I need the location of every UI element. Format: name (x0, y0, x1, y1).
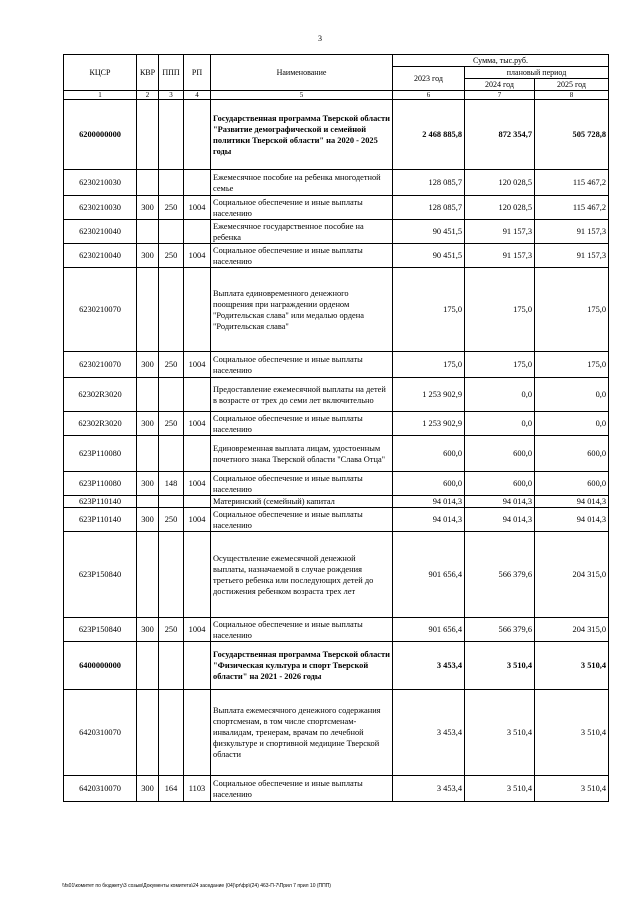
amount-2025-cell: 600,0 (535, 472, 609, 496)
name-cell: Материнский (семейный) капитал (211, 496, 393, 508)
kvr-cell: 300 (137, 352, 159, 378)
kvr-cell (137, 220, 159, 244)
kvr-cell: 300 (137, 412, 159, 436)
amount-2023-cell: 175,0 (393, 352, 465, 378)
amount-2025-cell: 3 510,4 (535, 642, 609, 690)
name-cell: Социальное обеспечение и иные выплаты населению (211, 618, 393, 642)
kcsr-cell: 62302R3020 (64, 378, 137, 412)
ppp-cell: 250 (159, 618, 184, 642)
table-row (64, 472, 609, 496)
name-cell: Ежемесячное государственное пособие на ребенка (211, 220, 393, 244)
rp-cell (184, 268, 211, 352)
amount-2025-cell: 0,0 (535, 412, 609, 436)
table-row (64, 642, 609, 690)
table-row (64, 436, 609, 472)
kvr-cell: 300 (137, 244, 159, 268)
amount-2023-cell: 1 253 902,9 (393, 378, 465, 412)
amount-2025-cell: 0,0 (535, 378, 609, 412)
amount-2023-cell: 901 656,4 (393, 532, 465, 618)
header-sum: Сумма, тыс.руб. (393, 55, 609, 67)
rp-cell (184, 690, 211, 776)
rp-cell (184, 100, 211, 170)
amount-2025-cell: 94 014,3 (535, 508, 609, 532)
amount-2024-cell: 120 028,5 (465, 170, 535, 196)
kcsr-cell: 623P110140 (64, 508, 137, 532)
table-row (64, 776, 609, 802)
amount-2023-cell: 94 014,3 (393, 508, 465, 532)
rp-cell: 1004 (184, 412, 211, 436)
ppp-cell (159, 532, 184, 618)
kvr-cell (137, 642, 159, 690)
file-path-footer: \\fs01\комитет по бюджету\3 созыв\Документы комитета\24 заседание (04)\pr\фр\(24) 463-П-7\Прил 7 прил 10 (ППП) (62, 883, 331, 889)
amount-2025-cell: 600,0 (535, 436, 609, 472)
name-cell: Социальное обеспечение и иные выплаты населению (211, 412, 393, 436)
kcsr-cell: 6230210040 (64, 244, 137, 268)
header-year-2025: 2025 год (535, 79, 609, 91)
kvr-cell (137, 170, 159, 196)
ppp-cell: 250 (159, 196, 184, 220)
amount-2025-cell: 115 467,2 (535, 196, 609, 220)
table-row (64, 170, 609, 196)
kcsr-cell: 6200000000 (64, 100, 137, 170)
amount-2024-cell: 566 379,6 (465, 618, 535, 642)
column-index: 5 (211, 91, 393, 100)
name-cell: Единовременная выплата лицам, удостоенным почетного знака Тверской области "Слава Отца" (211, 436, 393, 472)
amount-2024-cell: 94 014,3 (465, 496, 535, 508)
amount-2024-cell: 566 379,6 (465, 532, 535, 618)
table-row (64, 244, 609, 268)
amount-2023-cell: 128 085,7 (393, 170, 465, 196)
rp-cell (184, 170, 211, 196)
amount-2023-cell: 2 468 885,8 (393, 100, 465, 170)
column-index: 7 (465, 91, 535, 100)
kvr-cell: 300 (137, 472, 159, 496)
table-row (64, 352, 609, 378)
amount-2025-cell: 505 728,8 (535, 100, 609, 170)
kcsr-cell: 623P110080 (64, 436, 137, 472)
rp-cell: 1004 (184, 244, 211, 268)
ppp-cell (159, 378, 184, 412)
ppp-cell (159, 268, 184, 352)
amount-2025-cell: 204 315,0 (535, 618, 609, 642)
table-row (64, 220, 609, 244)
table-row (64, 618, 609, 642)
kvr-cell: 300 (137, 618, 159, 642)
rp-cell: 1004 (184, 196, 211, 220)
ppp-cell: 164 (159, 776, 184, 802)
header-name: Наименование (211, 55, 393, 91)
amount-2024-cell: 600,0 (465, 436, 535, 472)
table-row (64, 196, 609, 220)
kcsr-cell: 623P110140 (64, 496, 137, 508)
kvr-cell (137, 436, 159, 472)
ppp-cell (159, 100, 184, 170)
amount-2023-cell: 94 014,3 (393, 496, 465, 508)
rp-cell (184, 436, 211, 472)
name-cell: Осуществление ежемесячной денежной выплаты, назначаемой в случае рождения третьего ребенка или последующих детей до достижения ребенком возраста трех лет (211, 532, 393, 618)
header-kvr: КВР (137, 55, 159, 91)
ppp-cell (159, 496, 184, 508)
column-index: 3 (159, 91, 184, 100)
header-year-2023: 2023 год (393, 67, 465, 91)
ppp-cell (159, 436, 184, 472)
amount-2023-cell: 90 451,5 (393, 244, 465, 268)
table-row (64, 412, 609, 436)
amount-2023-cell: 175,0 (393, 268, 465, 352)
amount-2024-cell: 3 510,4 (465, 690, 535, 776)
table-row (64, 690, 609, 776)
column-index-row (64, 91, 609, 100)
kvr-cell (137, 690, 159, 776)
ppp-cell (159, 220, 184, 244)
name-cell: Государственная программа Тверской области "Развитие демографической и семейной политики Тверской области" на 2020 - 2025 годы (211, 100, 393, 170)
name-cell: Социальное обеспечение и иные выплаты населению (211, 508, 393, 532)
amount-2023-cell: 3 453,4 (393, 776, 465, 802)
page-number: 3 (318, 34, 322, 43)
kcsr-cell: 6230210030 (64, 196, 137, 220)
kvr-cell: 300 (137, 196, 159, 220)
kcsr-cell: 62302R3020 (64, 412, 137, 436)
amount-2025-cell: 91 157,3 (535, 220, 609, 244)
amount-2024-cell: 175,0 (465, 268, 535, 352)
amount-2025-cell: 3 510,4 (535, 690, 609, 776)
amount-2025-cell: 175,0 (535, 268, 609, 352)
amount-2025-cell: 94 014,3 (535, 496, 609, 508)
amount-2023-cell: 128 085,7 (393, 196, 465, 220)
kcsr-cell: 6230210070 (64, 268, 137, 352)
amount-2023-cell: 901 656,4 (393, 618, 465, 642)
amount-2024-cell: 0,0 (465, 378, 535, 412)
amount-2024-cell: 91 157,3 (465, 220, 535, 244)
rp-cell (184, 378, 211, 412)
amount-2024-cell: 175,0 (465, 352, 535, 378)
column-index: 8 (535, 91, 609, 100)
kcsr-cell: 6230210030 (64, 170, 137, 196)
header-rp: РП (184, 55, 211, 91)
amount-2024-cell: 91 157,3 (465, 244, 535, 268)
ppp-cell: 250 (159, 244, 184, 268)
table-row (64, 496, 609, 508)
ppp-cell (159, 170, 184, 196)
amount-2023-cell: 1 253 902,9 (393, 412, 465, 436)
amount-2023-cell: 3 453,4 (393, 642, 465, 690)
kvr-cell (137, 268, 159, 352)
amount-2024-cell: 3 510,4 (465, 642, 535, 690)
kcsr-cell: 6230210040 (64, 220, 137, 244)
table-row (64, 268, 609, 352)
kvr-cell: 300 (137, 776, 159, 802)
table-row (64, 100, 609, 170)
name-cell: Предоставление ежемесячной выплаты на детей в возрасте от трех до семи лет включительно (211, 378, 393, 412)
amount-2024-cell: 120 028,5 (465, 196, 535, 220)
amount-2023-cell: 3 453,4 (393, 690, 465, 776)
kvr-cell: 300 (137, 508, 159, 532)
kcsr-cell: 623P150840 (64, 532, 137, 618)
header-kcsr: КЦСР (64, 55, 137, 91)
column-index: 1 (64, 91, 137, 100)
header-year-2024: 2024 год (465, 79, 535, 91)
rp-cell: 1103 (184, 776, 211, 802)
amount-2024-cell: 3 510,4 (465, 776, 535, 802)
rp-cell (184, 642, 211, 690)
rp-cell: 1004 (184, 352, 211, 378)
name-cell: Социальное обеспечение и иные выплаты населению (211, 472, 393, 496)
column-index: 4 (184, 91, 211, 100)
name-cell: Выплата единовременного денежного поощрения при награждении орденом "Родительская слава" или медалью ордена "Родительская слава" (211, 268, 393, 352)
rp-cell (184, 496, 211, 508)
kvr-cell (137, 378, 159, 412)
amount-2024-cell: 94 014,3 (465, 508, 535, 532)
rp-cell (184, 532, 211, 618)
amount-2023-cell: 600,0 (393, 472, 465, 496)
name-cell: Выплата ежемесячного денежного содержания спортсменам, в том числе спортсменам-инвалидам, тренерам, врачам по лечебной физкультуре и спортивной медицине Тверской области (211, 690, 393, 776)
name-cell: Социальное обеспечение и иные выплаты населению (211, 352, 393, 378)
table-row (64, 378, 609, 412)
kcsr-cell: 623P110080 (64, 472, 137, 496)
amount-2023-cell: 600,0 (393, 436, 465, 472)
ppp-cell: 250 (159, 352, 184, 378)
kvr-cell (137, 100, 159, 170)
ppp-cell (159, 642, 184, 690)
rp-cell (184, 220, 211, 244)
amount-2024-cell: 600,0 (465, 472, 535, 496)
rp-cell: 1004 (184, 618, 211, 642)
kcsr-cell: 6400000000 (64, 642, 137, 690)
amount-2025-cell: 204 315,0 (535, 532, 609, 618)
ppp-cell: 250 (159, 412, 184, 436)
amount-2023-cell: 90 451,5 (393, 220, 465, 244)
header-ppp: ППП (159, 55, 184, 91)
name-cell: Социальное обеспечение и иные выплаты населению (211, 776, 393, 802)
column-index: 2 (137, 91, 159, 100)
name-cell: Государственная программа Тверской области "Физическая культура и спорт Тверской области" на 2021 - 2026 годы (211, 642, 393, 690)
amount-2024-cell: 0,0 (465, 412, 535, 436)
column-index: 6 (393, 91, 465, 100)
kcsr-cell: 6230210070 (64, 352, 137, 378)
kvr-cell (137, 496, 159, 508)
header-row-1 (64, 55, 609, 67)
amount-2025-cell: 91 157,3 (535, 244, 609, 268)
table-row (64, 508, 609, 532)
budget-table (63, 54, 609, 802)
ppp-cell (159, 690, 184, 776)
rp-cell: 1004 (184, 508, 211, 532)
name-cell: Ежемесячное пособие на ребенка многодетной семье (211, 170, 393, 196)
kcsr-cell: 6420310070 (64, 690, 137, 776)
amount-2025-cell: 3 510,4 (535, 776, 609, 802)
amount-2025-cell: 175,0 (535, 352, 609, 378)
kcsr-cell: 623P150840 (64, 618, 137, 642)
amount-2024-cell: 872 354,7 (465, 100, 535, 170)
kvr-cell (137, 532, 159, 618)
table-row (64, 532, 609, 618)
header-planned-period: плановый период (465, 67, 609, 79)
name-cell: Социальное обеспечение и иные выплаты населению (211, 196, 393, 220)
amount-2025-cell: 115 467,2 (535, 170, 609, 196)
name-cell: Социальное обеспечение и иные выплаты населению (211, 244, 393, 268)
ppp-cell: 148 (159, 472, 184, 496)
ppp-cell: 250 (159, 508, 184, 532)
kcsr-cell: 6420310070 (64, 776, 137, 802)
rp-cell: 1004 (184, 472, 211, 496)
